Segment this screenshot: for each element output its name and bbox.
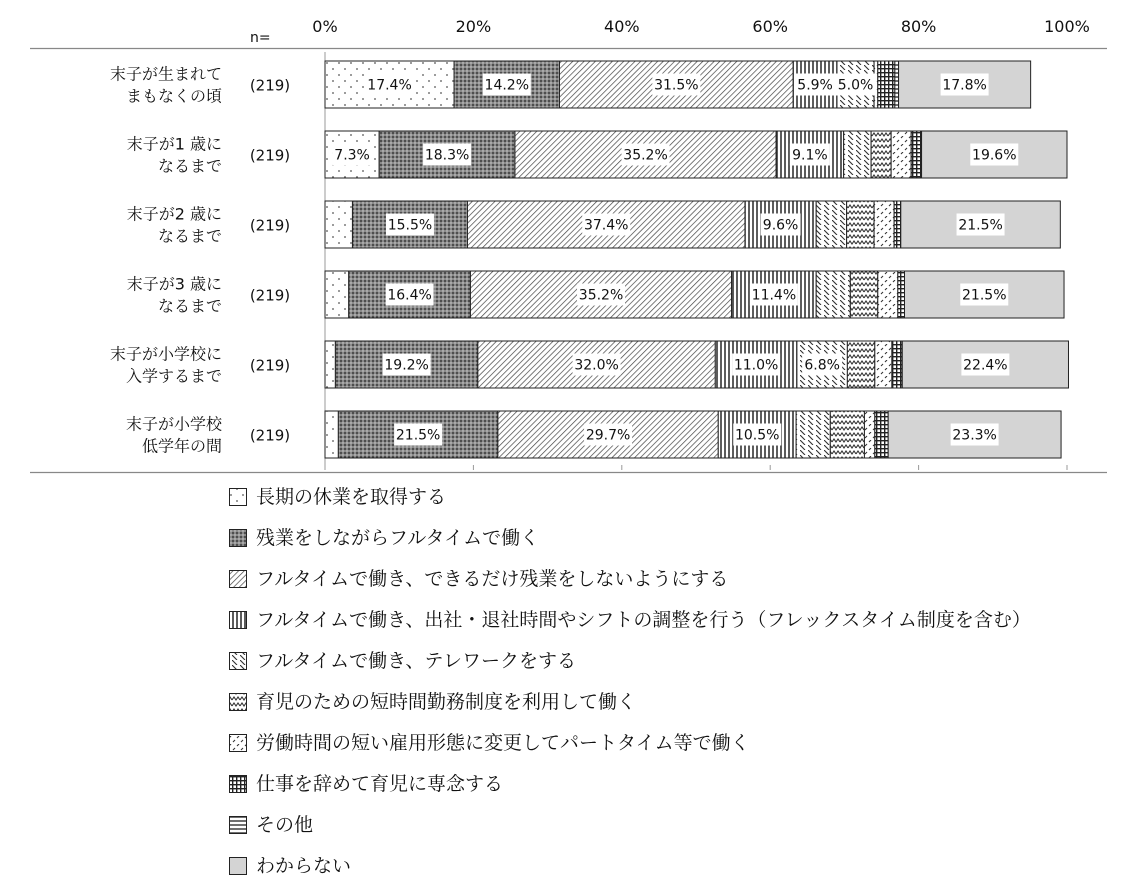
legend-swatch <box>230 571 247 588</box>
data-label: 22.4% <box>963 357 1008 374</box>
data-label: 31.5% <box>654 77 699 94</box>
data-label: 16.4% <box>387 287 432 304</box>
legend-label: 育児のための短時間勤務制度を利用して働く <box>256 691 637 713</box>
legend-swatch <box>230 694 247 711</box>
data-label: 19.2% <box>384 357 429 374</box>
legend-swatch <box>230 776 247 793</box>
bar-segment <box>325 271 349 318</box>
category-label: 低学年の間 <box>141 436 222 456</box>
x-tick-label: 20% <box>455 17 492 36</box>
legend-label: 残業をしながらフルタイムで働く <box>256 527 540 549</box>
bar-segment <box>844 131 871 178</box>
plot-area <box>30 17 1107 473</box>
bar-segment <box>875 341 892 388</box>
legend-label: わからない <box>256 855 352 877</box>
data-label: 11.4% <box>751 287 797 304</box>
data-label: 10.5% <box>734 427 780 444</box>
bar-segment <box>871 131 891 178</box>
data-label: 17.4% <box>367 77 412 94</box>
bar-row <box>127 201 1061 248</box>
legend-label: その他 <box>256 814 314 836</box>
category-label: 入学するまで <box>125 366 222 386</box>
bar-row <box>127 271 1064 318</box>
legend-item <box>230 732 750 754</box>
data-label: 37.4% <box>583 217 629 234</box>
n-value: (219) <box>249 426 291 445</box>
bar-segment <box>911 131 921 178</box>
legend-item <box>230 568 729 590</box>
legend-item <box>230 527 540 549</box>
legend-label: フルタイムで働き、出社・退社時間やシフトの調整を行う（フレックスタイム制度を含む） <box>256 609 1031 631</box>
bar-segment <box>325 201 352 248</box>
bar-segment <box>325 411 338 458</box>
legend-item <box>230 773 504 795</box>
data-label: 5.9% <box>797 77 833 94</box>
n-value: (219) <box>249 286 291 305</box>
data-label: 17.8% <box>942 77 987 94</box>
x-tick-label: 40% <box>604 17 640 36</box>
category-label: なるまで <box>157 156 222 176</box>
data-label: 14.2% <box>484 77 530 94</box>
data-label: 6.8% <box>804 357 840 374</box>
x-tick-label: 0% <box>312 17 338 36</box>
bar-row <box>110 61 1031 108</box>
bar-segment <box>796 411 830 458</box>
legend-label: フルタイムで働き、テレワークをする <box>256 650 576 672</box>
legend-swatch <box>230 858 247 875</box>
x-tick-label: 80% <box>900 17 937 36</box>
legend-label: フルタイムで働き、できるだけ残業をしないようにする <box>256 568 729 590</box>
n-value: (219) <box>249 146 291 165</box>
data-label: 19.6% <box>972 147 1017 164</box>
legend-label: 長期の休業を取得する <box>256 486 447 508</box>
category-label: まもなくの頃 <box>125 86 222 106</box>
legend-item <box>230 691 637 713</box>
category-label: 末子が2 歳に <box>126 204 222 224</box>
bar-segment <box>847 201 874 248</box>
data-label: 29.7% <box>585 427 631 444</box>
data-label: 32.0% <box>574 357 619 374</box>
data-label: 11.0% <box>733 357 779 374</box>
x-tick-label: 60% <box>752 17 788 36</box>
category-label: 末子が生まれて <box>109 64 222 84</box>
bar-segment <box>850 271 877 318</box>
legend-swatch <box>230 489 247 506</box>
data-label: 21.5% <box>395 427 441 444</box>
n-header: n= <box>250 30 271 46</box>
bar-segment <box>894 201 901 248</box>
bar-segment <box>847 341 874 388</box>
bar-segment <box>875 411 888 458</box>
bar-segment <box>325 341 335 388</box>
legend-swatch <box>230 817 247 834</box>
bar-segment <box>891 131 911 178</box>
legend-item <box>230 855 352 877</box>
data-label: 21.5% <box>962 287 1007 304</box>
data-label: 9.6% <box>762 217 799 234</box>
legend-label: 労働時間の短い雇用形態に変更してパートタイム等で働く <box>256 732 750 754</box>
legend-swatch <box>230 612 247 629</box>
n-value: (219) <box>249 356 291 375</box>
data-label: 9.1% <box>792 147 828 164</box>
n-value: (219) <box>249 76 291 95</box>
n-value: (219) <box>249 216 291 235</box>
bar-segment <box>864 411 874 458</box>
legend-item <box>230 650 576 672</box>
bar-row <box>127 131 1067 178</box>
legend-swatch <box>230 653 247 670</box>
legend-item <box>230 486 447 508</box>
x-tick-label: 100% <box>1044 17 1090 36</box>
legend-item <box>230 609 1031 631</box>
data-label: 35.2% <box>623 147 668 164</box>
category-label: 末子が3 歳に <box>126 274 222 294</box>
category-label: なるまで <box>157 296 222 316</box>
bar-segment <box>895 61 899 108</box>
category-label: なるまで <box>157 226 222 246</box>
bar-row <box>110 341 1068 388</box>
bar-segment <box>830 411 864 458</box>
bar-segment <box>878 61 895 108</box>
legend-swatch <box>230 530 247 547</box>
data-label: 35.2% <box>578 287 624 304</box>
legend-swatch <box>230 735 247 752</box>
data-label: 23.3% <box>952 427 997 444</box>
legend-item <box>230 814 314 836</box>
data-label: 7.3% <box>334 147 370 164</box>
legend-label: 仕事を辞めて育児に専念する <box>256 773 504 795</box>
bar-segment <box>816 201 846 248</box>
data-label: 18.3% <box>424 147 470 164</box>
bar-segment <box>898 271 905 318</box>
data-label: 5.0% <box>837 77 874 94</box>
category-label: 末子が1 歳に <box>126 134 222 154</box>
data-label: 21.5% <box>958 217 1003 234</box>
bar-segment <box>892 341 902 388</box>
bar-segment <box>874 201 894 248</box>
data-label: 15.5% <box>387 217 433 234</box>
bar-segment <box>878 271 898 318</box>
category-label: 末子が小学校 <box>125 414 222 434</box>
category-label: 末子が小学校に <box>109 344 222 364</box>
bar-segment <box>816 271 850 318</box>
legend <box>230 486 1031 877</box>
bar-row <box>126 411 1061 458</box>
